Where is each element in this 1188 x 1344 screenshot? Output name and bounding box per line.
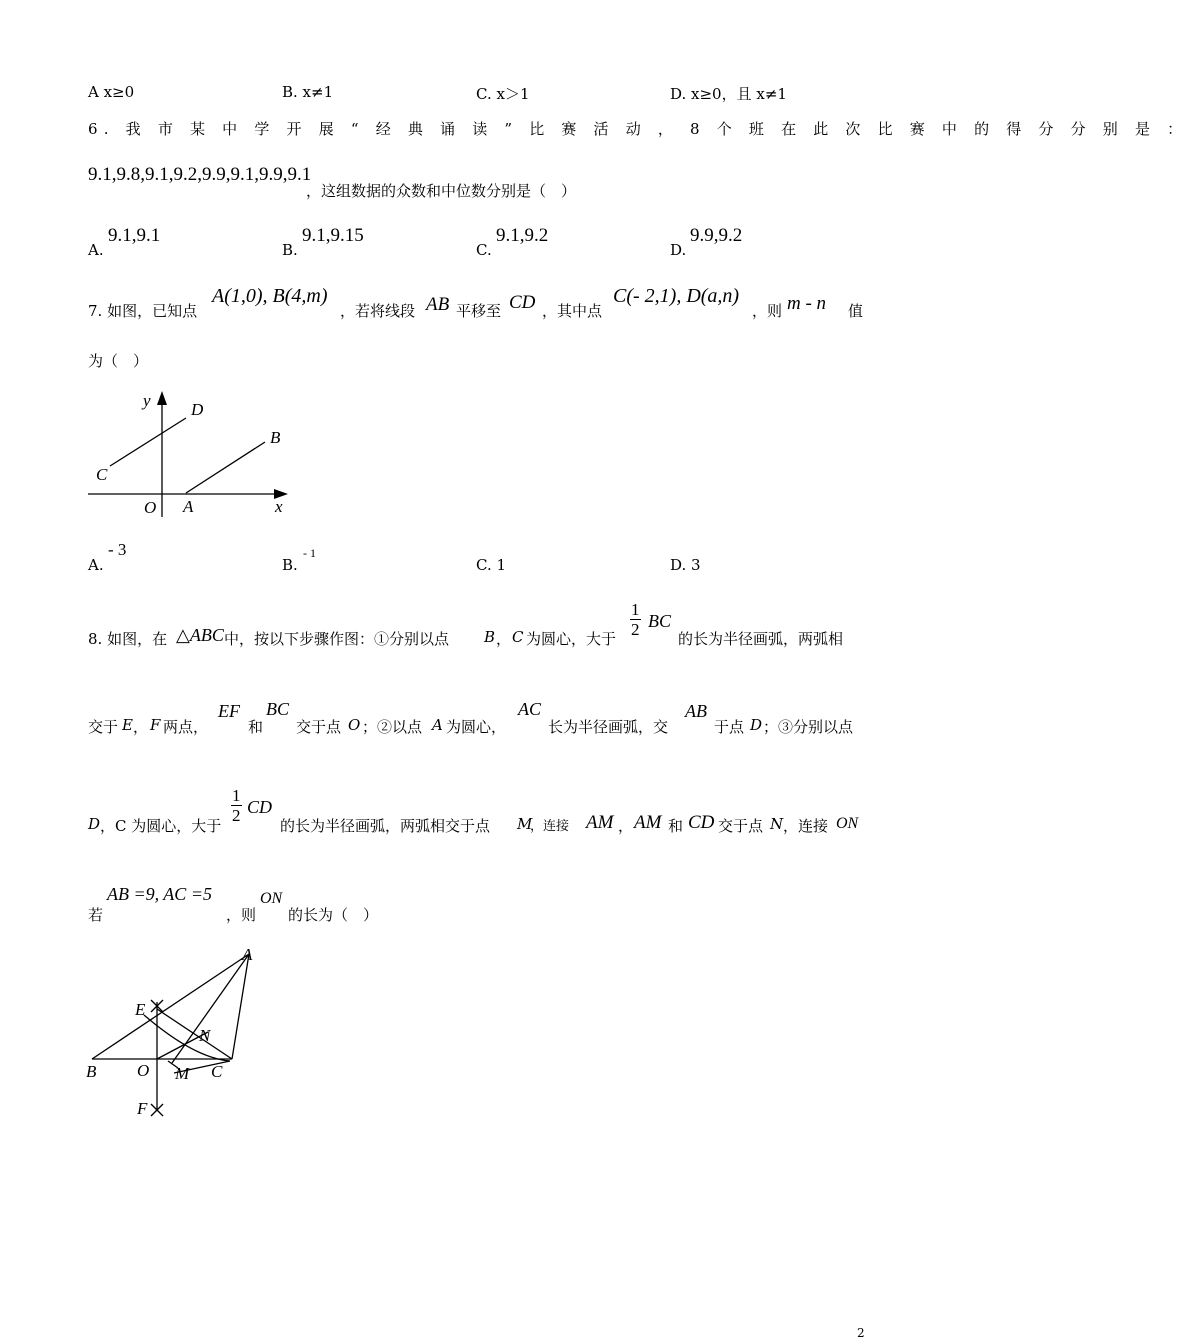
q8-l2-c: 交于点 [296, 718, 342, 736]
q6-stem: 6. 我 市 某 中 学 开 展 “ 经 典 诵 读 ” 比 赛 活 动 ， 8 个 班 在 此 次 比 赛 中 的 得 分 分 别 是 ： [88, 120, 1188, 138]
q7-expr: m - n [787, 293, 827, 314]
q8-l3-m: M [517, 815, 533, 833]
q8-l3-d-text: 交于点 [718, 817, 764, 835]
q8-l4-cond: AB =9, AC =5 [107, 884, 212, 904]
label-b: B [86, 1062, 97, 1081]
q8-l3-am: AM [586, 812, 614, 833]
label-o: O [144, 498, 157, 517]
q8-l3-c: ，连接 [530, 819, 570, 834]
q8-l2-d: ；②以点 [362, 718, 423, 736]
q6-option-a-label: A. [88, 241, 104, 259]
label-d: D [191, 400, 204, 419]
label-a: A [183, 497, 194, 516]
q5-option-b: B. x≠1 [282, 83, 334, 101]
q6-question: ，这组数据的众数和中位数分别是（ ） [306, 182, 577, 200]
q8-l2-a: 交于 [88, 718, 119, 736]
q8-triangle-figure [82, 940, 272, 1125]
q8-l3-a: ，C 为圆心，大于 [100, 817, 222, 835]
q7-text-to: 平移至 [456, 302, 502, 320]
q8-l3-e: ，连接 [783, 817, 829, 835]
q8-l3-on: ON [836, 815, 859, 832]
q8-l2-bc: BC [266, 699, 290, 719]
q5-option-a: A x≥0 [88, 83, 135, 101]
q8-l2-h: ；③分别以点 [763, 718, 854, 736]
fraction-denominator: 2 [631, 620, 640, 639]
q7-option-b-label: B. [282, 556, 298, 574]
label-o: O [137, 1061, 150, 1080]
q6-data-values: 9.1,9.8,9.1,9.2,9.9,9.1,9.9,9.1 [88, 164, 312, 185]
segment-cd [110, 418, 186, 466]
side-ac [232, 954, 249, 1059]
segment-am [172, 954, 249, 1063]
q8-l2-e: E [122, 716, 133, 734]
fraction-numerator: 1 [631, 600, 640, 619]
q7-option-a-label: A. [88, 556, 104, 574]
q7-text-value: 值 [848, 302, 864, 320]
q8-l1-fraction [630, 600, 641, 639]
q8-l1-bc: BC [648, 611, 672, 631]
q8-l1-d: 的长为半径画弧，两弧相 [678, 630, 844, 648]
side-ab [92, 954, 249, 1059]
q8-l4-c: 的长为（ ） [288, 906, 379, 924]
q8-l3-fraction [231, 786, 242, 825]
q5-option-c: C. x＞1 [476, 85, 530, 103]
q8-l3-b: 的长为半径画弧，两弧相交于点 [280, 817, 491, 835]
q7-text-move: ，若将线段 [340, 302, 416, 320]
label-y: y [143, 391, 151, 410]
q7-seg-ab: AB [426, 294, 450, 315]
q8-l1-a: 8. 如图，在 [88, 630, 168, 648]
q8-l2-a-point: A [432, 716, 443, 734]
q8-l1-point-b: B [484, 628, 496, 646]
q8-l1-b: 中，按以下步骤作图：①分别以点 [224, 630, 450, 648]
q8-l1-triangle: △ABC [176, 625, 224, 645]
q8-l3-cd: CD [247, 797, 273, 817]
q7-option-a-value: - 3 [108, 540, 127, 559]
q8-l3-n: N [770, 815, 784, 833]
label-f: F [137, 1099, 148, 1118]
q8-l3-cd2: CD [688, 812, 715, 833]
q8-l2-d-point: D [750, 716, 763, 734]
q6-option-c-label: C. [476, 241, 492, 259]
q8-l1-point-c: C [512, 628, 524, 646]
label-c: C [211, 1062, 223, 1081]
q6-option-a-value: 9.1,9.1 [108, 225, 161, 246]
q6-option-b-value: 9.1,9.15 [302, 225, 364, 246]
q8-l2-g: 于点 [714, 718, 745, 736]
label-a: A [242, 945, 253, 964]
q7-points-ab: A(1,0), B(4,m) [212, 285, 328, 307]
q7-prefix: 7. 如图，已知点 [88, 302, 198, 320]
q5-option-d: D. x≥0，且 x≠1 [670, 85, 787, 103]
q6-option-d-value: 9.9,9.2 [690, 225, 743, 246]
label-b: B [270, 428, 281, 447]
q7-coordinate-figure [88, 385, 298, 525]
q8-l1-sep: ， [496, 630, 512, 648]
q7-option-d: D. 3 [670, 556, 701, 574]
q8-l2-o: O [348, 716, 361, 734]
q8-l4-on: ON [260, 890, 283, 907]
q6-option-d-label: D. [670, 241, 687, 259]
fraction-numerator: 1 [232, 786, 241, 805]
label-c: C [96, 465, 108, 484]
q7-text-mid: ，其中点 [542, 302, 603, 320]
q8-l4-a: 若 [88, 906, 104, 924]
q8-l4-b: ，则 [226, 906, 257, 924]
q8-l2-f: F [150, 716, 161, 734]
q6-option-c-value: 9.1,9.2 [496, 225, 549, 246]
q7-option-c: C. 1 [476, 556, 507, 574]
fraction-denominator: 2 [232, 806, 241, 825]
q8-l3-am2: AM [634, 812, 662, 833]
q8-l2-e-text: 为圆心， [446, 718, 507, 736]
q7-text-then: ，则 [752, 302, 783, 320]
q8-l2-ef: EF [218, 701, 240, 721]
q7-points-cd: C(- 2,1), D(a,n) [613, 285, 740, 307]
q8-l2-and: 和 [248, 718, 264, 736]
segment-ab [186, 442, 265, 493]
page-number: 2 [857, 1326, 865, 1340]
label-e: E [135, 1000, 146, 1019]
q8-l3-d: D [88, 815, 101, 833]
q8-l2-ab: AB [685, 701, 707, 721]
label-x: x [275, 497, 283, 516]
q6-option-b-label: B. [282, 241, 298, 259]
q7-line2: 为（ ） [88, 352, 149, 370]
q8-l2-b: 两点， [163, 718, 209, 736]
y-axis-arrow [157, 391, 167, 405]
q8-l1-c: 为圆心，大于 [526, 630, 617, 648]
q8-l2-ac: AC [518, 699, 542, 719]
q7-option-b-value: - 1 [303, 546, 316, 560]
q7-seg-cd: CD [509, 292, 536, 313]
q8-l3-and: 和 [668, 817, 684, 835]
q8-l2-f-text: 长为半径画弧，交 [548, 718, 669, 736]
label-m: M [175, 1064, 190, 1083]
label-n: N [199, 1026, 211, 1045]
